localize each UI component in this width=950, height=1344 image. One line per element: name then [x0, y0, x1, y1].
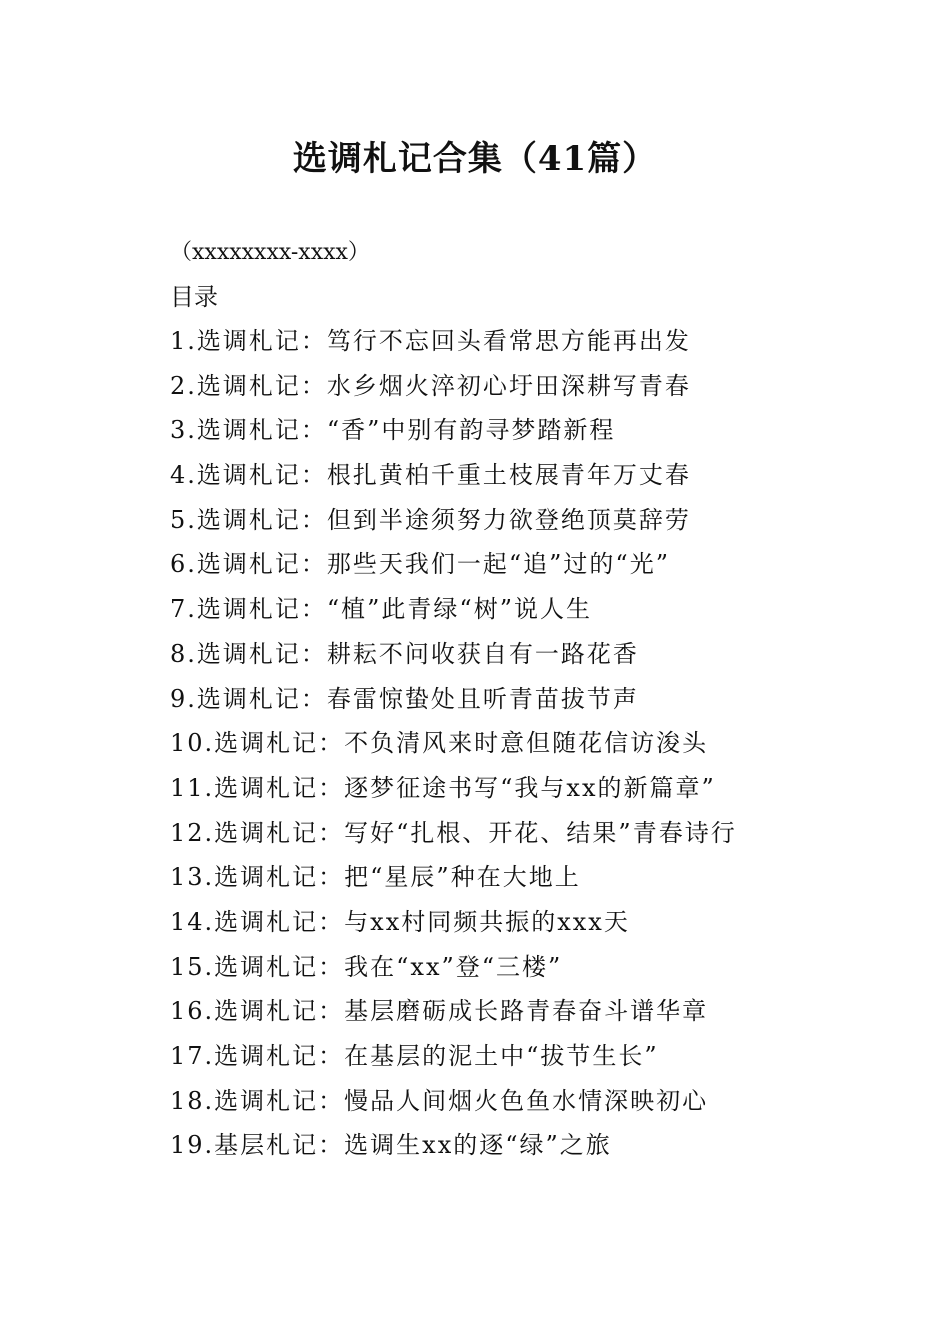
toc-item: 12.选调札记：写好“扎根、开花、结果”青春诗行	[170, 818, 737, 847]
document-title: 选调札记合集（41篇）	[292, 139, 658, 179]
toc-item: 5.选调札记：但到半途须努力欲登绝顶莫辞劳	[170, 505, 691, 534]
toc-item: 10.选调札记：不负清风来时意但随花信访浚头	[170, 729, 709, 758]
toc-item: 1.选调札记：笃行不忘回头看常思方能再出发	[170, 327, 691, 355]
toc-heading: 目录	[170, 283, 218, 311]
toc-item: 18.选调札记：慢品人间烟火色鱼水情深映初心	[170, 1086, 709, 1115]
toc-item: 11.选调札记：逐梦征途书写“我与xx的新篇章”	[170, 773, 716, 802]
toc-item: 4.选调札记：根扎黄柏千重土枝展青年万丈春	[170, 461, 691, 490]
toc-item: 19.基层札记：选调生xx的逐“绿”之旅	[170, 1131, 612, 1160]
table-of-contents	[170, 324, 890, 1173]
toc-item: 17.选调札记：在基层的泥土中“拔节生长”	[170, 1042, 659, 1070]
toc-item: 6.选调札记：那些天我们一起“追”过的“光”	[170, 550, 670, 579]
toc-item: 3.选调札记：“香”中别有韵寻梦踏新程	[170, 416, 616, 445]
toc-item: 14.选调札记：与xx村同频共振的xxx天	[170, 907, 630, 936]
toc-item: 13.选调札记：把“星辰”种在大地上	[170, 863, 581, 892]
date-range: （xxxxxxxx-xxxx）	[170, 240, 370, 265]
toc-item: 16.选调札记：基层磨砺成长路青春奋斗谱华章	[170, 997, 709, 1026]
toc-item: 9.选调札记：春雷惊蛰处且听青苗拔节声	[170, 684, 639, 713]
toc-item: 8.选调札记：耕耘不问收获自有一路花香	[170, 639, 639, 668]
toc-item: 7.选调札记：“植”此青绿“树”说人生	[170, 595, 592, 624]
toc-item: 2.选调札记：水乡烟火淬初心圩田深耕写青春	[170, 371, 691, 400]
toc-item: 15.选调札记：我在“xx”登“三楼”	[170, 952, 563, 981]
